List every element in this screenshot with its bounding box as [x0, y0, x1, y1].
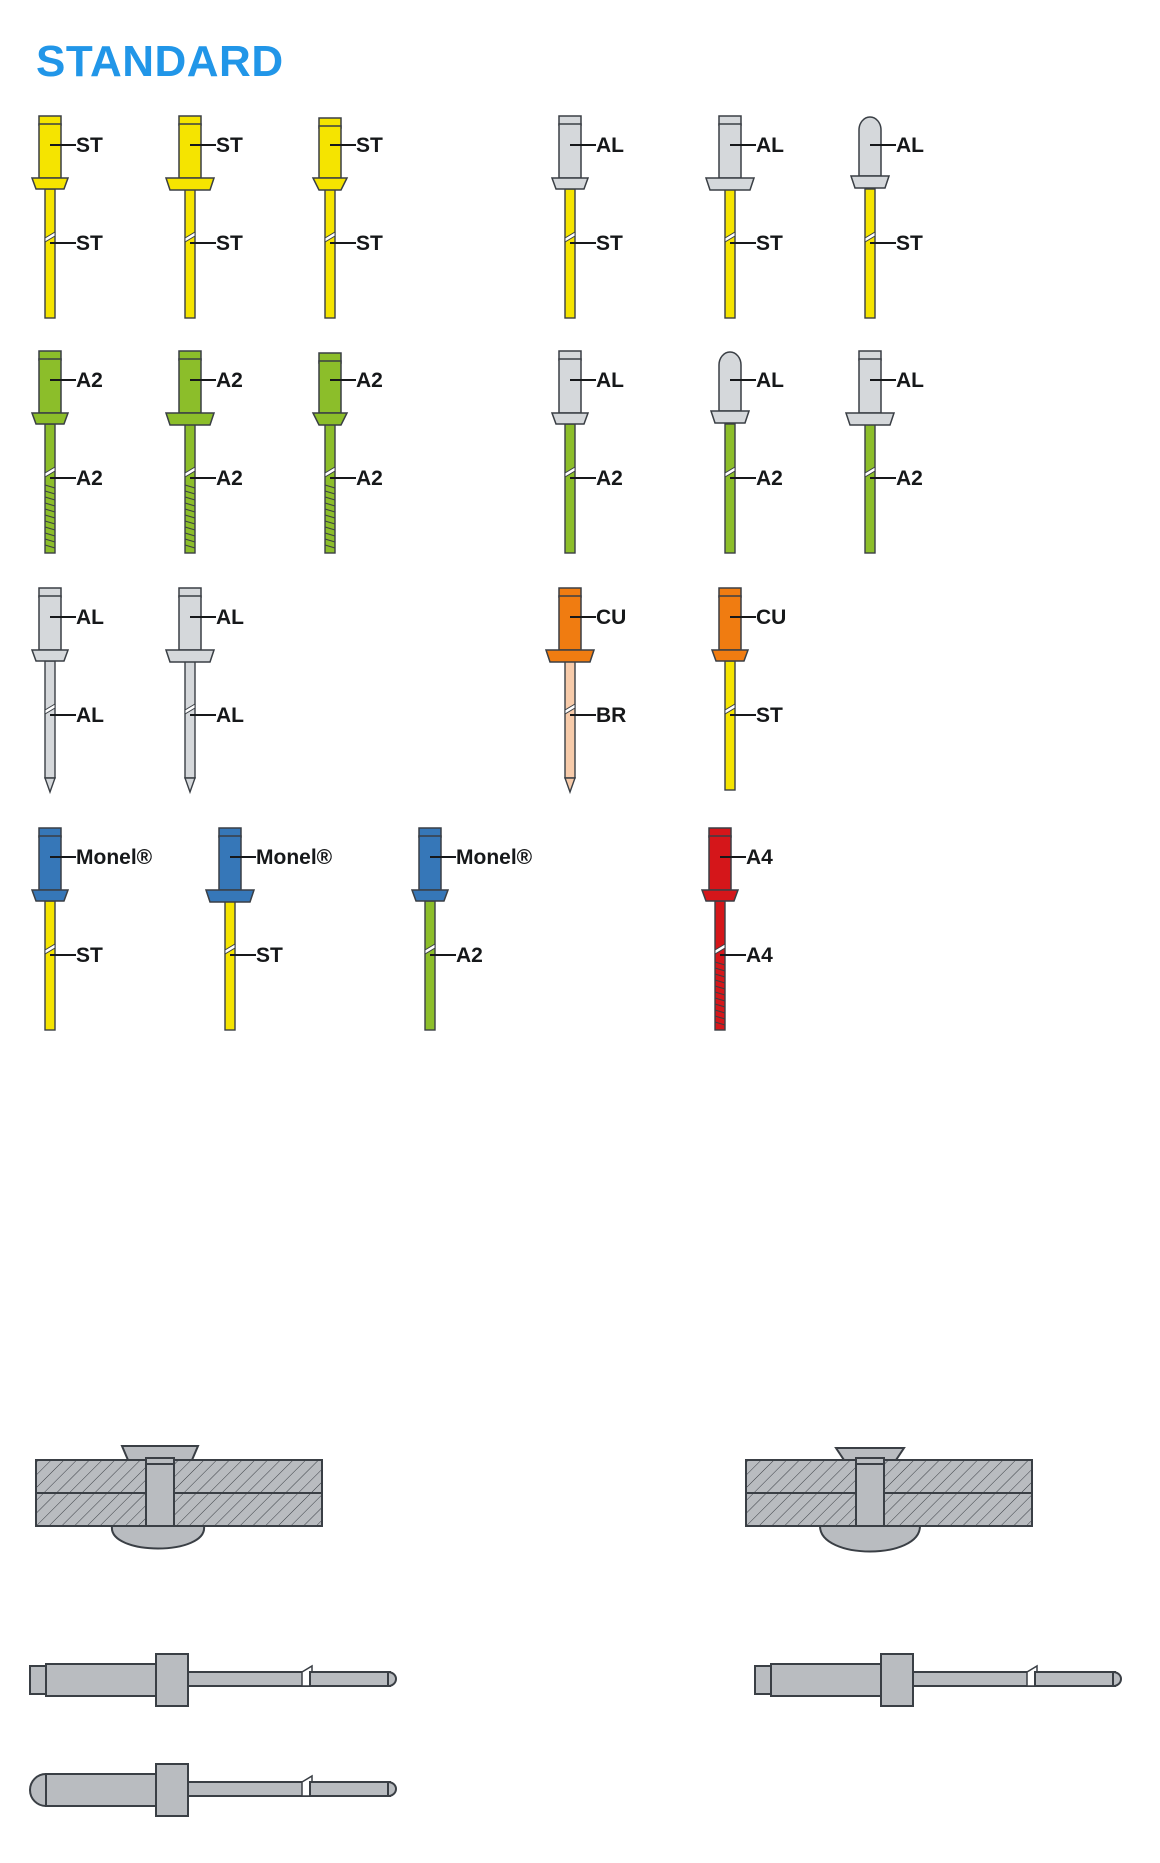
rivet-al-st-round: [840, 110, 1000, 340]
rivet-al-a2-large-head-label: AL: [896, 369, 924, 392]
rivet-al-a2-round: [700, 345, 860, 575]
rivet-al-al-domed-head-label: AL: [76, 606, 104, 629]
rivet-st-st-countersunk-head-label: ST: [356, 134, 383, 157]
rivet-al-st-domed-head-leader: [570, 144, 596, 146]
rivet-monel-a2: [400, 822, 560, 1052]
rivet-monel-st-domed-head-leader: [50, 856, 76, 858]
rivet-st-st-countersunk-head-leader: [330, 144, 356, 146]
rivet-monel-st-large-head-label: Monel®: [256, 846, 333, 869]
rivet-al-a2-round-mandrel-leader: [730, 477, 756, 479]
rivet-st-st-domed: [20, 110, 180, 340]
rivet-st-st-large-flange-head-leader: [190, 144, 216, 146]
rivet-al-al-large: [160, 582, 320, 812]
rivet-st-st-domed-mandrel-label: ST: [76, 232, 103, 255]
rivet-cu-br-mandrel-label: BR: [596, 704, 627, 727]
rivet-a2-a2-large-head-leader: [190, 379, 216, 381]
rivet-al-al-large-head-leader: [190, 616, 216, 618]
rivet-al-st-large-mandrel-label: ST: [756, 232, 783, 255]
rivet-st-st-countersunk: [300, 110, 460, 340]
rivet-a2-a2-countersunk-mandrel-leader: [330, 477, 356, 479]
rivet-al-a2-round-head-leader: [730, 379, 756, 381]
rivet-a4-a4-head-label: A4: [746, 846, 773, 869]
rivet-st-st-countersunk-mandrel-label: ST: [356, 232, 383, 255]
rivet-a2-a2-countersunk-head-leader: [330, 379, 356, 381]
rivet-al-a2-round-mandrel-label: A2: [756, 467, 783, 490]
rivet-al-st-domed-head-label: AL: [596, 134, 624, 157]
section-view-flat-head: [30, 1430, 330, 1585]
rivet-al-al-large-mandrel-leader: [190, 714, 216, 716]
rivet-al-a2-domed-head-label: AL: [596, 369, 624, 392]
rivet-a4-a4-head-leader: [720, 856, 746, 858]
rivet-al-a2-domed-head-leader: [570, 379, 596, 381]
rivet-al-st-large-mandrel-leader: [730, 242, 756, 244]
rivet-monel-st-domed-head-label: Monel®: [76, 846, 153, 869]
rivet-monel-st-large-mandrel-leader: [230, 954, 256, 956]
rivet-cu-st: [700, 582, 860, 812]
rivet-a4-a4-mandrel-leader: [720, 954, 746, 956]
rivet-al-st-domed: [540, 110, 700, 340]
rivet-al-st-domed-mandrel-label: ST: [596, 232, 623, 255]
rivet-cu-br-head-label: CU: [596, 606, 627, 629]
rivet-al-a2-domed-mandrel-leader: [570, 477, 596, 479]
section-view-domed-head: [740, 1430, 1040, 1585]
rivet-a2-a2-large: [160, 345, 320, 575]
rivet-a2-a2-large-head-label: A2: [216, 369, 243, 392]
rivet-st-st-domed-mandrel-leader: [50, 242, 76, 244]
rivet-a2-a2-domed: [20, 345, 180, 575]
profile-view-domed-head-graphic: [20, 1760, 440, 1850]
rivet-monel-a2-head-label: Monel®: [456, 846, 533, 869]
rivet-cu-st-mandrel-leader: [730, 714, 756, 716]
rivet-al-st-large-head-leader: [730, 144, 756, 146]
rivet-al-al-domed: [20, 582, 180, 812]
rivet-al-st-round-head-leader: [870, 144, 896, 146]
rivet-al-a2-domed-mandrel-label: A2: [596, 467, 623, 490]
rivet-a2-a2-large-mandrel-leader: [190, 477, 216, 479]
rivet-monel-st-large: [200, 822, 360, 1052]
rivet-al-st-large-head-label: AL: [756, 134, 784, 157]
rivet-monel-st-large-mandrel-label: ST: [256, 944, 283, 967]
rivet-al-st-round-head-label: AL: [896, 134, 924, 157]
rivet-al-a2-large-head-leader: [870, 379, 896, 381]
rivet-a2-a2-domed-mandrel-label: A2: [76, 467, 103, 490]
rivet-al-al-domed-mandrel-label: AL: [76, 704, 104, 727]
rivet-a2-a2-domed-head-label: A2: [76, 369, 103, 392]
rivet-al-st-large: [700, 110, 860, 340]
rivet-al-al-large-head-label: AL: [216, 606, 244, 629]
rivet-al-st-domed-mandrel-leader: [570, 242, 596, 244]
section-view-flat-head-graphic: [30, 1430, 330, 1580]
rivet-a2-a2-countersunk-head-label: A2: [356, 369, 383, 392]
rivet-cu-st-head-leader: [730, 616, 756, 618]
rivet-st-st-domed-head-leader: [50, 144, 76, 146]
rivet-al-al-domed-mandrel-leader: [50, 714, 76, 716]
section-view-domed-head-graphic: [740, 1430, 1040, 1580]
rivet-al-st-round-mandrel-label: ST: [896, 232, 923, 255]
rivet-monel-a2-mandrel-label: A2: [456, 944, 483, 967]
rivet-al-a2-large-mandrel-leader: [870, 477, 896, 479]
rivet-st-st-large-flange-mandrel-label: ST: [216, 232, 243, 255]
rivet-monel-a2-mandrel-leader: [430, 954, 456, 956]
rivet-cu-br-head-leader: [570, 616, 596, 618]
rivet-st-st-large-flange: [160, 110, 320, 340]
rivet-a2-a2-large-mandrel-label: A2: [216, 467, 243, 490]
profile-view-domed-head: [20, 1760, 440, 1855]
rivet-st-st-domed-head-label: ST: [76, 134, 103, 157]
rivet-monel-st-domed-mandrel-leader: [50, 954, 76, 956]
profile-view-flat-head-2: [745, 1650, 1160, 1745]
page-title: STANDARD: [36, 37, 284, 87]
rivet-monel-a2-head-leader: [430, 856, 456, 858]
rivet-a2-a2-domed-mandrel-leader: [50, 477, 76, 479]
rivet-al-al-large-mandrel-label: AL: [216, 704, 244, 727]
rivet-cu-st-mandrel-label: ST: [756, 704, 783, 727]
rivet-al-al-domed-head-leader: [50, 616, 76, 618]
rivet-st-st-large-flange-mandrel-leader: [190, 242, 216, 244]
rivet-a2-a2-domed-head-leader: [50, 379, 76, 381]
rivet-al-a2-domed: [540, 345, 700, 575]
rivet-monel-st-domed-mandrel-label: ST: [76, 944, 103, 967]
rivet-a2-a2-countersunk-mandrel-label: A2: [356, 467, 383, 490]
rivet-al-a2-round-head-label: AL: [756, 369, 784, 392]
rivet-a4-a4: [690, 822, 850, 1052]
rivet-st-st-large-flange-head-label: ST: [216, 134, 243, 157]
rivet-a4-a4-mandrel-label: A4: [746, 944, 773, 967]
rivet-cu-st-head-label: CU: [756, 606, 787, 629]
profile-view-flat-head-1: [20, 1650, 440, 1745]
rivet-al-a2-large: [840, 345, 1000, 575]
profile-view-flat-head-2-graphic: [745, 1650, 1160, 1740]
rivet-monel-st-domed: [20, 822, 180, 1052]
rivet-a2-a2-countersunk: [300, 345, 460, 575]
rivet-monel-st-large-head-leader: [230, 856, 256, 858]
rivet-cu-br: [540, 582, 700, 812]
rivet-st-st-countersunk-mandrel-leader: [330, 242, 356, 244]
rivet-cu-br-mandrel-leader: [570, 714, 596, 716]
profile-view-flat-head-1-graphic: [20, 1650, 440, 1740]
rivet-al-st-round-mandrel-leader: [870, 242, 896, 244]
rivet-al-a2-large-mandrel-label: A2: [896, 467, 923, 490]
